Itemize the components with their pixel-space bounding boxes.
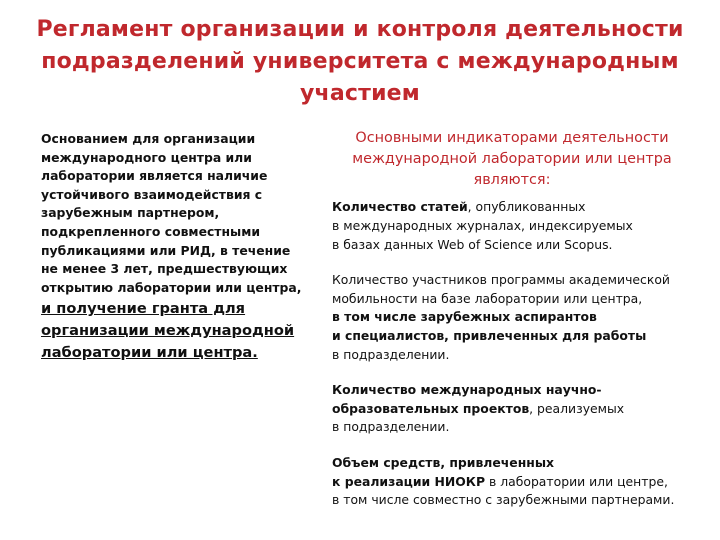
indicator-text: в базах данных Web of Science или Scopus. xyxy=(332,236,613,252)
title-line: Регламент организации и контроля деятельности xyxy=(36,17,684,42)
title-line: участием xyxy=(299,81,420,106)
indicators-heading-line: являются: xyxy=(473,171,551,188)
indicator-bold: к реализации НИОКР xyxy=(332,473,486,489)
page-title xyxy=(30,14,690,110)
indicator-bold: Объем средств, привлеченных xyxy=(332,454,555,470)
title-line: подразделений университета с международным xyxy=(41,49,679,74)
indicator-text: в международных журналах, индексируемых xyxy=(332,217,633,233)
indicator-text: , опубликованных xyxy=(467,199,586,215)
left-text-line: открытию лаборатории или центра, xyxy=(41,279,302,295)
indicator-mobility xyxy=(332,271,692,364)
grant-underlined-line: лаборатории или центра. xyxy=(41,344,258,362)
indicator-articles xyxy=(332,198,692,254)
left-text-line: устойчивого взаимодействия с xyxy=(41,186,263,202)
indicator-text: в том числе совместно с зарубежными партнерами. xyxy=(332,492,675,508)
left-text-line: зарубежным партнером, xyxy=(41,205,220,221)
indicator-bold: Количество статей xyxy=(332,199,468,215)
indicator-bold: и специалистов, привлеченных для работы xyxy=(332,327,647,343)
left-text-line: международного центра или xyxy=(41,149,252,165)
left-text-line: подкрепленного совместными xyxy=(41,223,261,239)
indicator-bold: Количество международных научно- xyxy=(332,382,602,398)
indicator-bold: в том числе зарубежных аспирантов xyxy=(332,309,597,325)
right-column xyxy=(332,128,692,527)
indicators-heading xyxy=(332,128,692,190)
indicator-projects xyxy=(332,381,692,437)
indicator-funding xyxy=(332,454,692,510)
left-text-line: не менее 3 лет, предшествующих xyxy=(41,261,288,277)
indicator-text: Количество участников программы академической xyxy=(332,272,670,288)
indicator-text: , реализуемых xyxy=(529,400,625,416)
left-column xyxy=(41,130,303,363)
indicators-heading-line: Основными индикаторами деятельности xyxy=(355,130,669,146)
indicator-text: в подразделении. xyxy=(332,419,450,435)
indicator-text: мобильности на базе лаборатории или центра, xyxy=(332,290,643,306)
indicator-text: в подразделении. xyxy=(332,346,450,362)
left-text-line: Основанием для организации xyxy=(41,131,256,146)
indicator-bold: образовательных проектов xyxy=(332,400,530,416)
left-text-line: публикациями или РИД, в течение xyxy=(41,242,291,258)
left-text-line: лаборатории является наличие xyxy=(41,168,268,184)
grant-underlined-line: организации международной xyxy=(41,322,295,340)
indicator-text: в лаборатории или центре, xyxy=(485,473,668,489)
grant-underlined-line: и получение гранта для xyxy=(41,300,246,318)
indicators-heading-line: международной лаборатории или центра xyxy=(352,150,672,167)
